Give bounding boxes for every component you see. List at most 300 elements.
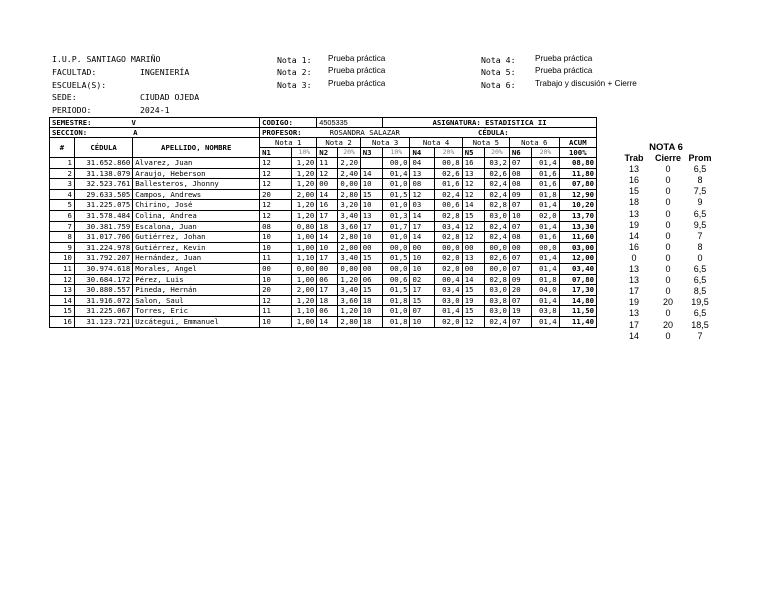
row-weighted: 03,8: [532, 306, 559, 317]
row-grade: 19: [509, 306, 531, 317]
row-weighted: 00,8: [435, 158, 462, 169]
row-grade: 07: [509, 158, 531, 169]
row-weighted: 1,20: [292, 295, 317, 306]
row-acum: 11,40: [559, 316, 596, 327]
row-weighted: 03,0: [485, 210, 510, 221]
nota6-cierre: 0: [665, 164, 671, 175]
nota6-cierre: 0: [665, 264, 671, 275]
row-weighted: 01,8: [383, 295, 410, 306]
table-row: [50, 274, 597, 285]
row-grade: 12: [260, 168, 292, 179]
row-grade: 10: [509, 210, 531, 221]
row-grade: 14: [317, 189, 338, 200]
note-weight-header: 20%: [338, 148, 360, 158]
row-grade: 10: [360, 179, 382, 190]
row-grade: 10: [260, 232, 292, 243]
note3-label: Nota 3:: [277, 80, 312, 90]
row-weighted: 01,0: [383, 179, 410, 190]
row-number: 9: [50, 242, 75, 253]
nota6-header-cierre: Cierre: [654, 153, 681, 164]
nota6-cierre: 20: [662, 297, 673, 308]
nota6-header-prom: Prom: [688, 153, 712, 164]
row-weighted: 1,20: [292, 158, 317, 169]
note-sub-header: N2: [317, 148, 338, 158]
row-weighted: 02,4: [485, 179, 510, 190]
nota6-prom: 7: [697, 330, 703, 341]
nota6-trab: 18: [628, 197, 639, 208]
nota6-cierre: 0: [665, 241, 671, 252]
row-weighted: 03,4: [435, 221, 462, 232]
nota6-header-trab: Trab: [624, 153, 644, 164]
asignatura-label: ASIGNATURA:: [432, 118, 481, 127]
asignatura-value: ESTADISTICA II: [485, 118, 547, 127]
row-weighted: 1,00: [292, 242, 317, 253]
seccion-label: SECCION:: [52, 128, 88, 137]
nota6-table: [616, 142, 716, 342]
row-cedula: 30.684.172: [74, 274, 132, 285]
table-row: [50, 200, 597, 211]
row-weighted: 1,10: [292, 253, 317, 264]
row-acum: 12,90: [559, 189, 596, 200]
row-weighted: 01,6: [532, 232, 559, 243]
row-cedula: 31.138.079: [74, 168, 132, 179]
nota6-title: NOTA 6: [649, 142, 683, 153]
row-grade: 17: [317, 253, 338, 264]
row-weighted: 02,0: [532, 210, 559, 221]
row-weighted: 01,8: [532, 189, 559, 200]
row-cedula: 31.916.072: [74, 295, 132, 306]
nota6-trab: 14: [628, 230, 639, 241]
row-grade: 15: [360, 253, 382, 264]
nota6-trab: 16: [628, 241, 639, 252]
row-grade: 07: [509, 253, 531, 264]
nota6-trab: 14: [628, 330, 639, 341]
row-cedula: 30.880.557: [74, 285, 132, 296]
row-cedula: 30.974.618: [74, 263, 132, 274]
row-cedula: 29.633.505: [74, 189, 132, 200]
row-weighted: 1,00: [292, 316, 317, 327]
note6-desc: Trabajo y discusión + Cierre: [535, 79, 637, 88]
period-value: 2024-1: [140, 105, 170, 115]
row-weighted: 2,00: [292, 285, 317, 296]
row-grade: 10: [410, 316, 435, 327]
row-grade: 16: [317, 200, 338, 211]
table-row: [50, 285, 597, 296]
note-group-header: Nota 4: [410, 138, 462, 148]
row-weighted: 3,20: [338, 200, 360, 211]
row-weighted: 3,40: [338, 285, 360, 296]
row-grade: 10: [317, 242, 338, 253]
row-number: 2: [50, 168, 75, 179]
nota6-trab: 13: [628, 275, 639, 286]
row-weighted: 2,80: [338, 232, 360, 243]
row-acum: 08,80: [559, 158, 596, 169]
note5-desc: Prueba práctica: [535, 66, 593, 75]
faculty-value: INGENIERÍA: [140, 67, 190, 77]
row-name: Gutiérrez, Johan: [133, 232, 260, 243]
nota6-prom: 8,5: [693, 286, 707, 297]
row-name: Alvarez, Juan: [133, 158, 260, 169]
nota6-trab: 19: [628, 219, 639, 230]
row-weighted: 03,0: [485, 285, 510, 296]
row-name: Colina, Andrea: [133, 210, 260, 221]
note-group-header: Nota 3: [360, 138, 410, 148]
nota6-row: [616, 175, 716, 186]
col-name-header: APELLIDO, NOMBRE: [133, 138, 260, 158]
row-weighted: 01,3: [383, 210, 410, 221]
row-weighted: 00,0: [485, 242, 510, 253]
table-row: [50, 168, 597, 179]
row-weighted: 01,4: [532, 253, 559, 264]
row-weighted: 1,20: [292, 168, 317, 179]
row-name: Hernández, Juan: [133, 253, 260, 264]
row-grade: 15: [360, 285, 382, 296]
nota6-cierre: 0: [665, 186, 671, 197]
row-grade: 12: [260, 200, 292, 211]
codigo-value: 4505335: [317, 118, 383, 128]
row-name: Torres, Eric: [133, 306, 260, 317]
row-grade: 07: [410, 306, 435, 317]
table-row: [50, 253, 597, 264]
row-grade: 03: [410, 200, 435, 211]
faculty-label: FACULTAD:: [52, 67, 97, 77]
nota6-prom: 6,5: [693, 208, 707, 219]
row-weighted: 01,4: [532, 295, 559, 306]
row-cedula: 30.381.759: [74, 221, 132, 232]
codigo-label: CODIGO:: [260, 118, 317, 128]
nota6-trab: 19: [628, 297, 639, 308]
row-grade: 09: [509, 189, 531, 200]
row-grade: 00: [410, 242, 435, 253]
row-number: 5: [50, 200, 75, 211]
nota6-row: [616, 308, 716, 319]
row-cedula: 31.578.484: [74, 210, 132, 221]
row-weighted: 1,20: [338, 306, 360, 317]
note1-label: Nota 1:: [277, 55, 312, 65]
row-cedula: 31.123.721: [74, 316, 132, 327]
row-grade: 15: [462, 306, 484, 317]
row-grade: 10: [360, 200, 382, 211]
row-weighted: 01,4: [532, 158, 559, 169]
row-weighted: 00,0: [532, 242, 559, 253]
row-grade: 16: [462, 158, 484, 169]
note-group-header: Nota 5: [462, 138, 509, 148]
row-weighted: 00,6: [435, 200, 462, 211]
nota6-trab: 13: [628, 208, 639, 219]
row-name: Uzcátegui, Emmanuel: [133, 316, 260, 327]
row-grade: 18: [317, 221, 338, 232]
row-name: Pineda, Hernán: [133, 285, 260, 296]
row-weighted: 01,6: [532, 168, 559, 179]
row-grade: 12: [410, 189, 435, 200]
nota6-cierre: 0: [665, 230, 671, 241]
row-grade: 13: [462, 168, 484, 179]
row-weighted: 01,0: [383, 200, 410, 211]
row-grade: 17: [360, 221, 382, 232]
table-row: [50, 232, 597, 243]
row-grade: 17: [317, 285, 338, 296]
note-weight-header: 20%: [435, 148, 462, 158]
row-number: 11: [50, 263, 75, 274]
row-cedula: 32.523.761: [74, 179, 132, 190]
row-grade: 17: [317, 210, 338, 221]
nota6-row: [616, 242, 716, 253]
row-weighted: 01,4: [532, 316, 559, 327]
row-weighted: 1,20: [292, 179, 317, 190]
row-weighted: 00,0: [435, 242, 462, 253]
nota6-cierre: 0: [665, 286, 671, 297]
row-grade: 14: [462, 200, 484, 211]
row-grade: 04: [410, 158, 435, 169]
row-grade: 00: [317, 263, 338, 274]
row-grade: 12: [462, 232, 484, 243]
row-grade: 20: [260, 189, 292, 200]
row-weighted: 03,2: [485, 158, 510, 169]
nota6-row: [616, 297, 716, 308]
row-weighted: 02,0: [435, 263, 462, 274]
nota6-trab: 13: [628, 264, 639, 275]
row-acum: 11,80: [559, 168, 596, 179]
note-group-header: Nota 6: [509, 138, 559, 148]
row-weighted: 04,0: [532, 285, 559, 296]
row-weighted: 01,4: [532, 263, 559, 274]
row-grade: 15: [360, 189, 382, 200]
row-grade: 17: [410, 285, 435, 296]
row-number: 15: [50, 306, 75, 317]
table-row: [50, 189, 597, 200]
row-name: Pérez, Luis: [133, 274, 260, 285]
row-grade: 09: [509, 274, 531, 285]
acum-weight-header: 100%: [559, 148, 596, 158]
nota6-row: [616, 231, 716, 242]
campus-value: CIUDAD OJEDA: [140, 92, 200, 102]
note-group-header: Nota 1: [260, 138, 317, 148]
row-weighted: 3,40: [338, 210, 360, 221]
row-name: Morales, Angel: [133, 263, 260, 274]
row-weighted: 2,80: [338, 316, 360, 327]
nota6-cierre: 0: [665, 252, 671, 263]
school-label: ESCUELA(S):: [52, 80, 107, 90]
row-grade: 12: [462, 221, 484, 232]
row-weighted: 01,4: [532, 221, 559, 232]
row-weighted: 1,20: [338, 274, 360, 285]
nota6-cierre: 0: [665, 219, 671, 230]
row-weighted: 1,20: [292, 200, 317, 211]
row-grade: 07: [509, 200, 531, 211]
row-weighted: 00,0: [383, 263, 410, 274]
row-grade: 00: [509, 242, 531, 253]
note-weight-header: 20%: [485, 148, 510, 158]
nota6-trab: 16: [628, 175, 639, 186]
row-weighted: 02,8: [435, 210, 462, 221]
row-weighted: 02,6: [485, 168, 510, 179]
note-sub-header: N6: [509, 148, 531, 158]
row-weighted: 02,8: [485, 274, 510, 285]
cedula-label: CÉDULA:: [477, 128, 509, 137]
row-grade: 12: [260, 210, 292, 221]
row-number: 10: [50, 253, 75, 264]
row-weighted: 01,0: [383, 306, 410, 317]
note4-desc: Prueba práctica: [535, 54, 593, 63]
row-weighted: 1,00: [292, 274, 317, 285]
row-cedula: 31.017.706: [74, 232, 132, 243]
row-acum: 03,40: [559, 263, 596, 274]
note4-label: Nota 4:: [481, 55, 516, 65]
table-row: [50, 306, 597, 317]
row-grade: 12: [462, 316, 484, 327]
semestre-value: V: [131, 118, 136, 127]
row-cedula: 31.792.207: [74, 253, 132, 264]
nota6-row: [616, 253, 716, 264]
row-grade: 06: [317, 274, 338, 285]
row-weighted: 00,0: [485, 263, 510, 274]
row-grade: 07: [509, 295, 531, 306]
row-weighted: 01,4: [435, 306, 462, 317]
nota6-trab: 13: [628, 308, 639, 319]
row-weighted: 03,0: [485, 306, 510, 317]
row-weighted: 01,6: [532, 179, 559, 190]
row-grade: 11: [317, 158, 338, 169]
row-grade: 08: [509, 232, 531, 243]
nota6-cierre: 0: [665, 275, 671, 286]
row-weighted: 01,5: [383, 253, 410, 264]
profesor-value: ROSANDRA SALAZAR: [329, 128, 400, 137]
note-weight-header: 20%: [532, 148, 559, 158]
row-weighted: 02,4: [435, 189, 462, 200]
row-grade: [360, 158, 382, 169]
row-weighted: 03,4: [435, 285, 462, 296]
row-grade: 06: [360, 274, 382, 285]
row-name: Escalona, Juan: [133, 221, 260, 232]
row-name: Araujo, Heberson: [133, 168, 260, 179]
nota6-cierre: 0: [665, 197, 671, 208]
nota6-trab: 15: [628, 186, 639, 197]
nota6-cierre: 0: [665, 330, 671, 341]
row-weighted: 00,6: [383, 274, 410, 285]
nota6-cierre: 0: [665, 308, 671, 319]
row-weighted: 1,10: [292, 306, 317, 317]
row-grade: 20: [509, 285, 531, 296]
seccion-cell: [50, 128, 260, 138]
row-grade: 00: [462, 242, 484, 253]
row-number: 7: [50, 221, 75, 232]
note6-label: Nota 6:: [481, 80, 516, 90]
row-grade: 12: [260, 179, 292, 190]
row-weighted: 01,4: [532, 200, 559, 211]
row-weighted: 0,00: [338, 263, 360, 274]
table-row: [50, 316, 597, 327]
row-cedula: 31.652.860: [74, 158, 132, 169]
row-grade: 19: [462, 295, 484, 306]
row-grade: 00: [360, 263, 382, 274]
row-grade: 08: [260, 221, 292, 232]
row-weighted: 03,8: [485, 295, 510, 306]
row-name: Salon, Saul: [133, 295, 260, 306]
nota6-row: [616, 331, 716, 342]
row-cedula: 31.225.067: [74, 306, 132, 317]
row-grade: 00: [462, 263, 484, 274]
row-weighted: 02,8: [485, 200, 510, 211]
row-cedula: 31.225.075: [74, 200, 132, 211]
note-sub-header: N1: [260, 148, 292, 158]
row-acum: 10,20: [559, 200, 596, 211]
row-grade: 11: [260, 306, 292, 317]
row-weighted: 02,8: [435, 232, 462, 243]
row-acum: 03,00: [559, 242, 596, 253]
row-grade: 10: [260, 316, 292, 327]
row-grade: 18: [360, 316, 382, 327]
note-weight-header: 10%: [292, 148, 317, 158]
grade-table: [49, 117, 597, 328]
table-row: [50, 242, 597, 253]
nota6-trab: 17: [628, 286, 639, 297]
row-number: 3: [50, 179, 75, 190]
nota6-prom: 7,5: [693, 186, 707, 197]
nota6-prom: 19,5: [691, 297, 709, 308]
seccion-value: A: [133, 128, 138, 137]
row-weighted: 0,00: [338, 179, 360, 190]
row-weighted: 00,0: [383, 158, 410, 169]
row-number: 6: [50, 210, 75, 221]
nota6-row: [616, 286, 716, 297]
row-weighted: 02,0: [435, 316, 462, 327]
nota6-prom: 6,5: [693, 308, 707, 319]
col-num-header: #: [50, 138, 75, 158]
asignatura-cell: [383, 118, 597, 128]
row-grade: 00: [260, 263, 292, 274]
row-weighted: 00,0: [383, 242, 410, 253]
row-grade: 13: [360, 210, 382, 221]
row-grade: 07: [509, 316, 531, 327]
row-number: 8: [50, 232, 75, 243]
row-grade: 10: [260, 274, 292, 285]
nota6-prom: 0: [697, 252, 703, 263]
nota6-prom: 9,5: [693, 219, 707, 230]
nota6-prom: 8: [697, 241, 703, 252]
row-grade: 10: [260, 242, 292, 253]
row-weighted: 2,20: [338, 158, 360, 169]
row-weighted: 02,0: [435, 253, 462, 264]
row-acum: 13,30: [559, 221, 596, 232]
period-label: PERIODO:: [52, 105, 92, 115]
nota6-row: [616, 197, 716, 208]
row-weighted: 2,80: [338, 189, 360, 200]
semestre-cell: [50, 118, 260, 128]
nota6-prom: 18,5: [691, 319, 709, 330]
row-grade: 18: [360, 295, 382, 306]
row-grade: 12: [462, 179, 484, 190]
row-acum: 11,60: [559, 232, 596, 243]
row-weighted: 01,5: [383, 189, 410, 200]
nota6-prom: 6,5: [693, 264, 707, 275]
row-grade: 15: [462, 285, 484, 296]
row-number: 13: [50, 285, 75, 296]
nota6-trab: 0: [631, 252, 637, 263]
row-weighted: 2,00: [338, 242, 360, 253]
row-grade: 17: [410, 221, 435, 232]
row-acum: 11,50: [559, 306, 596, 317]
row-weighted: 01,5: [383, 285, 410, 296]
row-acum: 07,80: [559, 179, 596, 190]
row-cedula: 31.224.978: [74, 242, 132, 253]
row-weighted: 03,0: [435, 295, 462, 306]
row-grade: 08: [509, 168, 531, 179]
row-weighted: 2,00: [292, 189, 317, 200]
col-cedula-header: CÉDULA: [74, 138, 132, 158]
row-number: 4: [50, 189, 75, 200]
row-grade: 20: [260, 285, 292, 296]
row-weighted: 3,40: [338, 253, 360, 264]
